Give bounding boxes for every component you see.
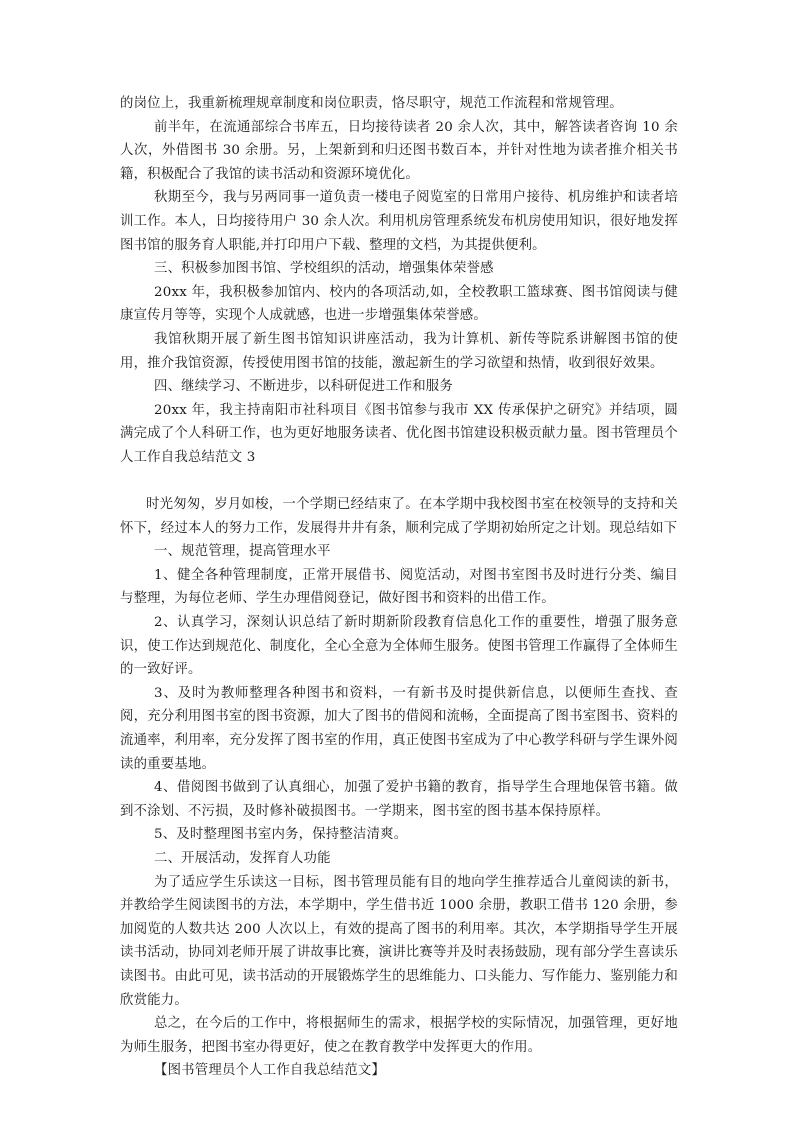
paragraph-lecture: 我馆秋期开展了新生图书馆知识讲座活动，我为计算机、新传等院系讲解图书馆的使用，推介我馆资源，传授使用图书馆的技能，激起新生的学习欲望和热情，收到很好效果。 xyxy=(120,331,678,371)
paragraph-research: 20xx 年，我主持南阳市社科项目《图书馆参与我市 XX 传承保护之研究》并结项，圆满完成了个人科研工作，也为更好地服务读者、优化图书馆建设积极贡献力量。图书管理员个人工作自我总结范文 3 xyxy=(120,402,678,465)
list-item-5: 5、及时整理图书室内务，保持整洁清爽。 xyxy=(154,827,408,843)
paragraph-activities: 20xx 年，我积极参加馆内、校内的各项活动,如，全校教职工篮球赛、图书馆阅读与健康宣传月等等，实现个人成就感，也进一步增强集体荣誉感。 xyxy=(120,284,678,324)
document-body xyxy=(120,92,678,1083)
paragraph-autumn-term: 秋期至今，我与另两同事一道负责一楼电子阅览室的日常用户接待、机房维护和读者培训工作。本人，日均接待用户 30 余人次。利用机房管理系统发布机房使用知识，很好地发挥图书馆的服务育人职能,并打印用户下载、整理的文档，为其提供便利。 xyxy=(120,190,678,253)
paragraph-reading-activities: 为了适应学生乐读这一目标，图书管理员能有目的地向学生推荐适合儿童阅读的新书，并教给学生阅读图书的方法，本学期中，学生借书近 1000 余册，教职工借书 120 余册，参加阅览的人数共达 200 人次以上，有效的提高了图书的利用率。其次，本学期指导学生开展读书活动，协同刘老师开展了讲故事比赛，演讲比赛等并及时表扬鼓励，现有部分学生喜读乐读图书。由此可见，读书活动的开展锻炼学生的思维能力、口头能力、写作能力、鉴别能力和欣赏能力。 xyxy=(120,874,678,1008)
paragraph-intro: 时光匆匆，岁月如梭，一个学期已经结束了。在本学期中我校图书室在校领导的支持和关怀下，经过本人的努力工作，发展得井井有条，顺利完成了学期初始所定之计划。现总结如下 xyxy=(120,497,678,536)
paragraph-gap xyxy=(120,470,678,494)
list-item-1: 1、健全各种管理制度，正常开展借书、阅览活动，对图书室图书及时进行分类、编目与整理，为每位老师、学生办理借阅登记，做好图书和资料的出借工作。 xyxy=(120,567,678,607)
section-heading-3: 三、积极参加图书馆、学校组织的活动，增强集体荣誉感 xyxy=(154,261,494,277)
list-item-2: 2、认真学习，深刻认识总结了新时期新阶段教育信息化工作的重要性，增强了服务意识，使工作达到规范化、制度化，全心全意为全体师生服务。使图书管理工作赢得了全体师生的一致好评。 xyxy=(120,615,678,678)
paragraph-conclusion: 总之，在今后的工作中，将根据师生的需求，根据学校的实际情况，加强管理，更好地为师生服务，把图书室办得更好，使之在教育教学中发挥更大的作用。 xyxy=(120,1016,678,1055)
document-footer-title: 【图书管理员个人工作自我总结范文】 xyxy=(154,1063,386,1079)
list-item-3: 3、及时为教师整理各种图书和资料，一有新书及时提供新信息，以便师生查找、查阅，充分利用图书室的图书资源，加大了图书的借阅和流畅，全面提高了图书室图书、资料的流通率，利用率，充分发挥了图书室的作用，真正使图书室成为了中心教学科研与学生课外阅读的重要基地。 xyxy=(120,685,678,772)
paragraph-first-half-year: 前半年，在流通部综合书库五，日均接待读者 20 余人次，其中，解答读者咨询 10 余人次，外借图书 30 余册。另，上架新到和归还图书数百本，并针对性地为读者推介相关书籍，积极配合了我馆的读书活动和资源环境优化。 xyxy=(120,119,678,182)
list-item-4: 4、借阅图书做到了认真细心，加强了爱护书籍的教育，指导学生合理地保管书籍。做到不涂划、不污损，及时修补破损图书。一学期来，图书室的图书基本保持原样。 xyxy=(120,780,678,819)
paragraph-continuation: 的岗位上，我重新梳理规章制度和岗位职责，恪尽职守，规范工作流程和常规管理。 xyxy=(120,96,623,111)
section-heading-4: 四、继续学习、不断进步，以科研促进工作和服务 xyxy=(154,379,453,395)
section-heading-2: 二、开展活动，发挥育人功能 xyxy=(154,851,331,866)
section-heading-1: 一、规范管理，提高管理水平 xyxy=(154,544,331,560)
